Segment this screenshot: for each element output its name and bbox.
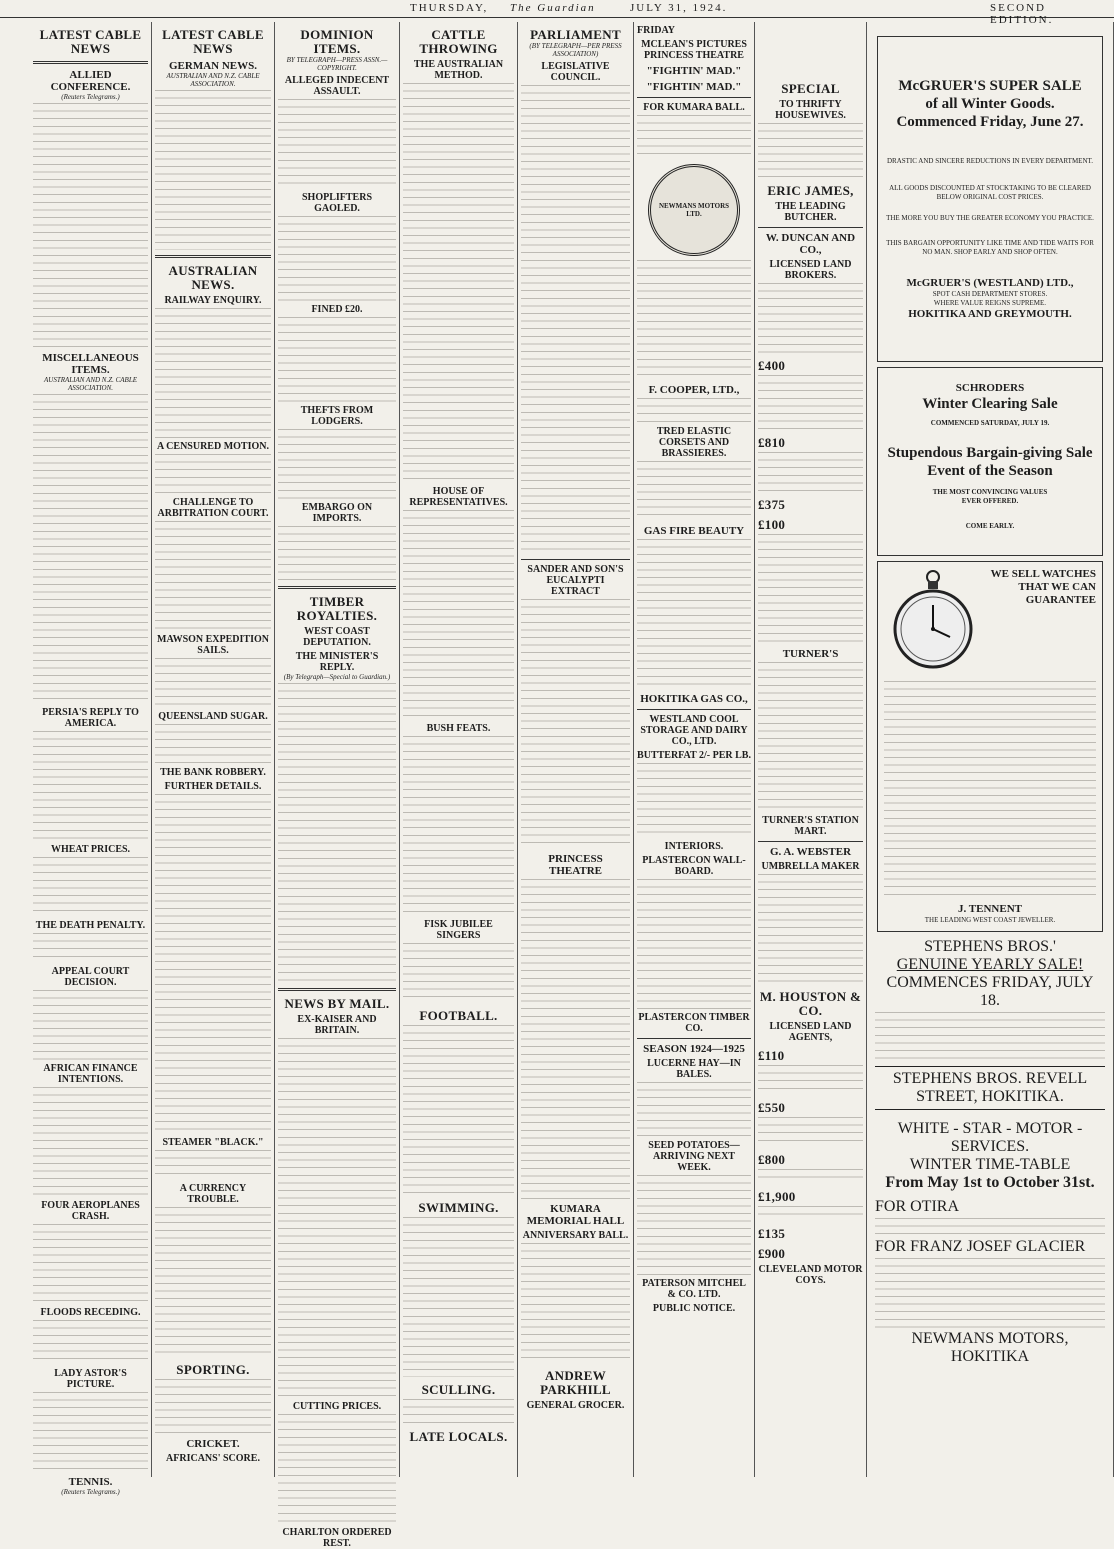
ad-heading: M. HOUSTON & CO. <box>759 989 862 1018</box>
headline: MISCELLANEOUS ITEMS. <box>42 352 139 376</box>
article-body <box>403 1399 514 1424</box>
ad-heading: PLASTERCON TIMBER CO. <box>638 1012 750 1034</box>
headline: TENNIS. <box>68 1476 113 1488</box>
ad-heading: SCHRODERS <box>955 382 1025 394</box>
headline: WEST COAST DEPUTATION. <box>303 626 371 648</box>
ad-heading: GENUINE YEARLY SALE! <box>896 956 1084 973</box>
headline: EMBARGO ON IMPORTS. <box>301 502 373 524</box>
section-heading: LATE LOCALS. <box>409 1429 508 1444</box>
section-heading: TIMBER ROYALTIES. <box>296 594 378 623</box>
ad-heading: NEWMANS MOTORS, <box>911 1330 1069 1347</box>
ad-heading: CLEVELAND MOTOR COYS. <box>758 1264 863 1286</box>
headline: EX-KAISER AND BRITAIN. <box>297 1014 377 1036</box>
ad-body <box>637 398 751 423</box>
ad-heading: TO THRIFTY HOUSEWIVES. <box>775 99 846 121</box>
article-body <box>403 736 514 916</box>
column-parliament <box>518 22 634 1477</box>
ad-heading: McGRUER'S SUPER SALE <box>898 78 1082 94</box>
article-body <box>403 1217 514 1377</box>
masthead-edition: SECOND EDITION. <box>990 2 1054 26</box>
price: £100 <box>758 517 786 532</box>
ad-body <box>884 681 1096 901</box>
masthead-date: JULY 31, 1924. <box>630 2 728 14</box>
headline: HOUSE OF REPRESENTATIVES. <box>409 486 508 508</box>
article-body <box>155 1207 271 1357</box>
article-body <box>33 990 148 1060</box>
headline: THEFTS FROM LODGERS. <box>300 405 374 427</box>
ad-heading: G. A. WEBSTER <box>769 846 852 858</box>
article-body <box>403 510 514 720</box>
column-cable-news-2 <box>152 22 275 1477</box>
column-dominion-items <box>275 22 400 1549</box>
ad-body <box>758 534 863 644</box>
ad-heading: PUBLIC NOTICE. <box>652 1303 736 1314</box>
headline: PERSIA'S REPLY TO AMERICA. <box>42 707 139 729</box>
headline: THE DEATH PENALTY. <box>35 920 146 931</box>
credit-line: AUSTRALIAN AND N.Z. CABLE ASSOCIATION. <box>43 376 138 392</box>
section-heading: AUSTRALIAN NEWS. <box>168 263 258 292</box>
article-body <box>521 1243 630 1363</box>
article-body <box>155 308 271 438</box>
ad-heading: Commenced Friday, June 27. <box>896 114 1084 130</box>
headline: QUEENSLAND SUGAR. <box>158 711 268 722</box>
headline: BUSH FEATS. <box>426 723 491 734</box>
pocket-watch-icon <box>888 567 978 677</box>
ad-body <box>637 763 751 838</box>
ad-line: EVER OFFERED. <box>961 497 1019 505</box>
ad-line: THE LEADING WEST COAST JEWELLER. <box>924 916 1056 924</box>
ad-line: THIS BARGAIN OPPORTUNITY LIKE TIME AND TIDE WAITS FOR NO MAN. SHOP EARLY AND SHOP OFTEN. <box>886 239 1094 256</box>
mcgruer-sale-ad <box>877 36 1103 362</box>
ad-heading: PATERSON MITCHEL & CO. LTD. <box>642 1278 746 1300</box>
article-body <box>403 943 514 1003</box>
ad-heading: W. DUNCAN AND CO., <box>765 232 856 256</box>
price: £800 <box>758 1152 786 1167</box>
masthead-day: THURSDAY, <box>410 2 489 14</box>
ad-body <box>758 662 863 812</box>
ad-heading: J. TENNENT <box>958 903 1022 915</box>
headline: SANDER AND SON'S EUCALYPTI EXTRACT <box>527 564 624 597</box>
masthead-title: The Guardian <box>510 2 596 14</box>
ad-heading: HOKITIKA AND GREYMOUTH. <box>908 308 1072 320</box>
article-body <box>155 724 271 764</box>
headline: AFRICAN FINANCE INTENTIONS. <box>43 1063 138 1085</box>
ad-heading: UMBRELLA MAKER <box>761 861 860 872</box>
article-body <box>278 526 396 581</box>
headline: FOUR AEROPLANES CRASH. <box>41 1200 140 1222</box>
article-body <box>403 1025 514 1195</box>
headline: KUMARA MEMORIAL HALL <box>526 1203 625 1227</box>
ad-body <box>637 539 751 689</box>
section-heading: LATEST CABLE NEWS <box>162 27 264 56</box>
headline: THE AUSTRALIAN METHOD. <box>413 59 504 81</box>
ad-heading: SEED POTATOES—ARRIVING NEXT WEEK. <box>648 1140 740 1173</box>
section-heading: FOOTBALL. <box>419 1008 498 1023</box>
headline: A CURRENCY TROUBLE. <box>179 1183 247 1205</box>
credit-line: (BY TELEGRAPH—PER PRESS ASSOCIATION) <box>529 42 622 58</box>
ad-body <box>637 1082 751 1137</box>
price: £810 <box>758 435 786 450</box>
article-body <box>33 1087 148 1197</box>
headline: AFRICANS' SCORE. <box>166 1453 260 1464</box>
article-body <box>278 216 396 301</box>
ad-line: WHERE VALUE REIGNS SUPREME. <box>933 299 1047 307</box>
headline: ALLIED CONFERENCE. <box>50 69 131 93</box>
article-body <box>33 103 148 348</box>
article-body <box>278 1414 396 1524</box>
headline: CHALLENGE TO ARBITRATION COURT. <box>157 497 269 519</box>
article-body <box>33 857 148 917</box>
tennent-watches-ad <box>877 561 1103 932</box>
ad-heading: Stupendous Bargain-giving Sale <box>887 445 1093 461</box>
ad-line: ALL GOODS DISCOUNTED AT STOCKTAKING TO BE CLEARED BELOW ORIGINAL COST PRICES. <box>889 184 1091 201</box>
ad-body <box>758 375 863 430</box>
headline: THE BANK ROBBERY. <box>160 767 266 778</box>
ad-heading: TURNER'S <box>782 648 839 660</box>
ad-heading: FOR KUMARA BALL. <box>643 102 745 113</box>
ad-body <box>637 260 751 380</box>
ad-heading: WESTLAND COOL STORAGE AND DAIRY CO., LTD. <box>640 714 748 747</box>
credit-line: BY TELEGRAPH—PRESS ASSN.—COPYRIGHT. <box>286 56 388 72</box>
ad-line: SPOT CASH DEPARTMENT STORES. <box>932 290 1048 298</box>
ad-heading: TURNER'S STATION MART. <box>762 815 859 837</box>
price: £110 <box>758 1048 785 1063</box>
ad-heading: Event of the Season <box>927 463 1053 479</box>
article-body <box>33 1224 148 1304</box>
ad-heading: FRIDAY <box>637 25 675 36</box>
ad-line: COME EARLY. <box>965 522 1015 530</box>
ad-heading: INTERIORS. <box>664 841 724 852</box>
column-cattle-throwing <box>400 22 518 1477</box>
price: £1,900 <box>758 1189 796 1204</box>
ad-heading: GAS FIRE BEAUTY <box>643 525 745 537</box>
ad-heading: WINTER TIME-TABLE <box>909 1156 1071 1173</box>
ad-body <box>875 1012 1105 1064</box>
headline: ALLEGED INDECENT ASSAULT. <box>284 75 390 97</box>
ad-line: COMMENCED SATURDAY, JULY 19. <box>930 419 1050 427</box>
ad-heading: STEPHENS BROS. REVELL STREET, HOKITIKA. <box>875 1066 1105 1110</box>
ad-heading: McGRUER'S (WESTLAND) LTD., <box>906 277 1074 289</box>
ad-heading: F. COOPER, LTD., <box>648 384 740 396</box>
headline: LADY ASTOR'S PICTURE. <box>54 1368 127 1390</box>
headline: PRINCESS THEATRE <box>548 853 603 877</box>
section-heading: PARLIAMENT <box>530 27 621 42</box>
ad-body <box>758 1065 863 1095</box>
ad-line: DRASTIC AND SINCERE REDUCTIONS IN EVERY DEPARTMENT. <box>886 157 1094 165</box>
ad-body <box>758 1117 863 1147</box>
ad-heading: TRED ELASTIC CORSETS AND BRASSIERES. <box>656 426 732 459</box>
ad-body <box>875 1218 1105 1236</box>
price: £550 <box>758 1100 786 1115</box>
ad-body <box>637 115 751 160</box>
price: £135 <box>758 1226 786 1241</box>
headline: MAWSON EXPEDITION SAILS. <box>157 634 269 656</box>
column-advertisements-3 <box>867 22 1114 1477</box>
article-body <box>33 933 148 963</box>
ad-heading: WE SELL WATCHES <box>990 568 1096 580</box>
credit-line: AUSTRALIAN AND N.Z. CABLE ASSOCIATION. <box>166 72 260 88</box>
ad-heading: GUARANTEE <box>1025 594 1096 606</box>
headline: FINED £20. <box>311 304 363 315</box>
ad-heading: LICENSED LAND BROKERS. <box>769 259 852 281</box>
section-heading: NEWS BY MAIL. <box>284 996 390 1011</box>
article-body <box>155 658 271 708</box>
ad-heading: ERIC JAMES, <box>767 183 854 198</box>
headline: SHOPLIFTERS GAOLED. <box>301 192 373 214</box>
ad-heading: FOR OTIRA <box>875 1198 960 1215</box>
headline: CRICKET. <box>186 1438 240 1450</box>
section-heading: SCULLING. <box>421 1382 496 1397</box>
ad-heading: STEPHENS BROS.' <box>924 938 1056 955</box>
ad-heading: THAT WE CAN <box>1018 581 1096 593</box>
ad-line: THE MORE YOU BUY THE GREATER ECONOMY YOU PRACTICE. <box>886 214 1094 222</box>
article-body <box>278 1038 396 1398</box>
credit-line: (Reuters Telegrams.) <box>61 93 120 101</box>
stephens-ad <box>875 938 1105 1110</box>
section-heading: LATEST CABLE NEWS <box>39 27 142 56</box>
ad-body <box>637 879 751 1009</box>
ad-heading: LICENSED LAND AGENTS, <box>769 1021 852 1043</box>
article-body <box>155 521 271 631</box>
ad-heading: HOKITIKA GAS CO., <box>640 693 748 705</box>
masthead <box>0 0 1114 26</box>
article-body <box>33 1392 148 1472</box>
ad-body <box>758 283 863 353</box>
article-body <box>155 454 271 494</box>
ad-heading: SPECIAL <box>781 81 840 96</box>
ad-heading: COMMENCES FRIDAY, JULY 18. <box>886 974 1094 1009</box>
section-heading: SWIMMING. <box>418 1200 499 1215</box>
article-body <box>155 1150 271 1180</box>
headline: FLOODS RECEDING. <box>40 1307 141 1318</box>
article-body <box>403 83 514 483</box>
ad-heading: BUTTERFAT 2/- PER LB. <box>637 750 751 761</box>
ad-body <box>758 1169 863 1184</box>
article-body <box>521 85 630 555</box>
ad-heading: HOKITIKA <box>950 1348 1030 1365</box>
article-body <box>33 1320 148 1365</box>
headline: THE MINISTER'S REPLY. <box>295 651 379 673</box>
ad-heading: Winter Clearing Sale <box>922 396 1058 412</box>
article-body <box>521 599 630 849</box>
headline: RAILWAY ENQUIRY. <box>164 295 262 306</box>
headline: FISK JUBILEE SINGERS <box>424 919 493 941</box>
headline: GENERAL GROCER. <box>526 1400 625 1411</box>
article-body <box>33 394 148 704</box>
eucalyptus-seal-icon <box>648 164 740 256</box>
headline: CHARLTON ORDERED REST. <box>282 1527 392 1549</box>
headline: CUTTING PRICES. <box>292 1401 382 1412</box>
ad-body <box>758 123 863 178</box>
price: £375 <box>758 497 786 512</box>
ad-heading: THE LEADING BUTCHER. <box>775 201 846 223</box>
ad-heading: LUCERNE HAY—IN BALES. <box>647 1058 741 1080</box>
ad-heading: "FIGHTIN' MAD." <box>646 81 742 93</box>
column-advertisements-1 <box>634 22 755 1477</box>
article-body <box>278 99 396 189</box>
ad-body <box>758 874 863 984</box>
article-body <box>33 731 148 841</box>
ad-body <box>637 1175 751 1275</box>
ad-heading: of all Winter Goods. <box>925 96 1055 112</box>
headline: LEGISLATIVE COUNCIL. <box>541 61 610 83</box>
column-cable-news-1 <box>30 22 152 1496</box>
ad-body <box>637 461 751 521</box>
ad-line: From May 1st to October 31st. <box>885 1174 1095 1191</box>
headline: GERMAN NEWS. <box>168 60 257 72</box>
ad-body <box>875 1258 1105 1328</box>
article-body <box>278 683 396 983</box>
ad-body <box>758 1206 863 1221</box>
headline: APPEAL COURT DECISION. <box>51 966 130 988</box>
article-body <box>155 90 271 250</box>
article-body <box>155 1379 271 1434</box>
section-heading: CATTLE THROWING <box>419 27 498 56</box>
article-body <box>521 879 630 1199</box>
seal-label: NEWMANS MOTORS LTD. <box>658 202 730 218</box>
section-heading: ANDREW PARKHILL <box>540 1368 611 1397</box>
article-body <box>155 794 271 1134</box>
section-heading: SPORTING. <box>176 1362 250 1377</box>
ad-heading: "FIGHTIN' MAD." <box>646 65 742 77</box>
headline: A CENSURED MOTION. <box>157 441 269 452</box>
ad-heading: MCLEAN'S PICTURES PRINCESS THEATRE <box>641 39 747 61</box>
headline: FURTHER DETAILS. <box>164 781 262 792</box>
headline: ANNIVERSARY BALL. <box>522 1230 629 1241</box>
price: £900 <box>758 1246 786 1261</box>
column-advertisements-2 <box>755 22 867 1477</box>
schroders-ad <box>877 367 1103 556</box>
price: £400 <box>758 358 786 373</box>
article-body <box>278 429 396 499</box>
ad-body <box>758 452 863 492</box>
ad-heading: WHITE - STAR - MOTOR - SERVICES. <box>897 1120 1083 1155</box>
ad-heading: PLASTERCON WALL-BOARD. <box>642 855 746 877</box>
ad-heading: SEASON 1924—1925 <box>643 1043 745 1055</box>
white-star-ad <box>875 1120 1105 1366</box>
section-heading: DOMINION ITEMS. <box>300 27 374 56</box>
credit-line: (Reuters Telegrams.) <box>61 1488 120 1496</box>
ad-heading: FOR FRANZ JOSEF GLACIER <box>875 1238 1086 1255</box>
article-body <box>278 317 396 402</box>
credit-line: (By Telegraph—Special to Guardian.) <box>283 673 391 681</box>
headline: STEAMER "BLACK." <box>162 1137 264 1148</box>
headline: WHEAT PRICES. <box>50 844 131 855</box>
ad-line: THE MOST CONVINCING VALUES <box>932 488 1048 496</box>
